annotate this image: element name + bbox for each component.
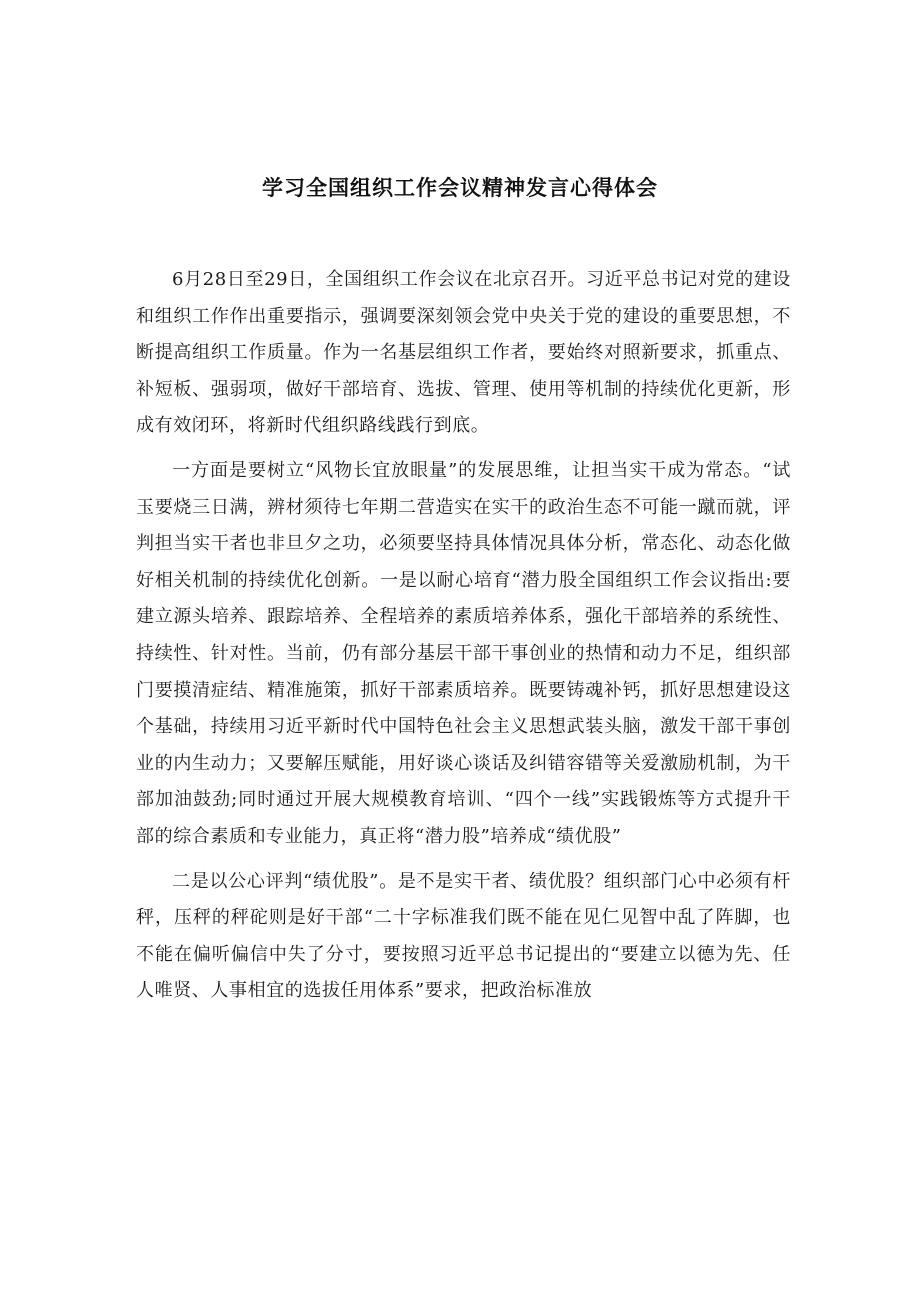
document-title: 学习全国组织工作会议精神发言心得体会: [262, 176, 658, 200]
document-body: [136, 262, 791, 1018]
paragraph-2: 一方面是要树立“风物长宜放眼量”的发展思维，让担当实干成为常态。“试玉要烧三日满，辨材须待七年期二营造实在实干的政治生态不可能一蹴而就，评判担当实干者也非旦夕之功，必须要坚持具体情况具体分析，常态化、动态化做好相关机制的持续优化创新。一是以耐心培育“潜力股全国组织工作会议指出:要建立源头培养、跟踪培养、全程培养的素质培养体系，强化干部培养的系统性、持续性、针对性。当前，仍有部分基层干部干事创业的热情和动力不足，组织部门要摸清症结、精准施策，抓好干部素质培养。既要铸魂补钙，抓好思想建设这个基础，持续用习近平新时代中国特色社会主义思想武装头脑，激发干部干事创业的内生动力；又要解压赋能，用好谈心谈话及纠错容错等关爱激励机制，为干部加油鼓劲;同时通过开展大规模教育培训、“四个一线”实践锻炼等方式提升干部的综合素质和专业能力，真正将“潜力股”培养成“绩优股”: [136, 459, 791, 847]
paragraph-1: 6月28日至29日，全国组织工作会议在北京召开。习近平总书记对党的建设和组织工作作出重要指示，强调要深刻领会党中央关于党的建设的重要思想，不断提高组织工作质量。作为一名基层组织工作者，要始终对照新要求，抓重点、补短板、强弱项，做好干部培育、选拔、管理、使用等机制的持续优化更新，形成有效闭环，将新时代组织路线践行到底。: [136, 269, 791, 437]
paragraph-3: 二是以公心评判“绩优股”。是不是实干者、绩优股？组织部门心中必须有杆秤，压秤的秤砣则是好干部“二十字标准我们既不能在见仁见智中乱了阵脚，也不能在偏听偏信中失了分寸，要按照习近平总书记提出的“要建立以德为先、任人唯贤、人事相宜的选拔任用体系”要求，把政治标准放: [136, 870, 791, 1002]
